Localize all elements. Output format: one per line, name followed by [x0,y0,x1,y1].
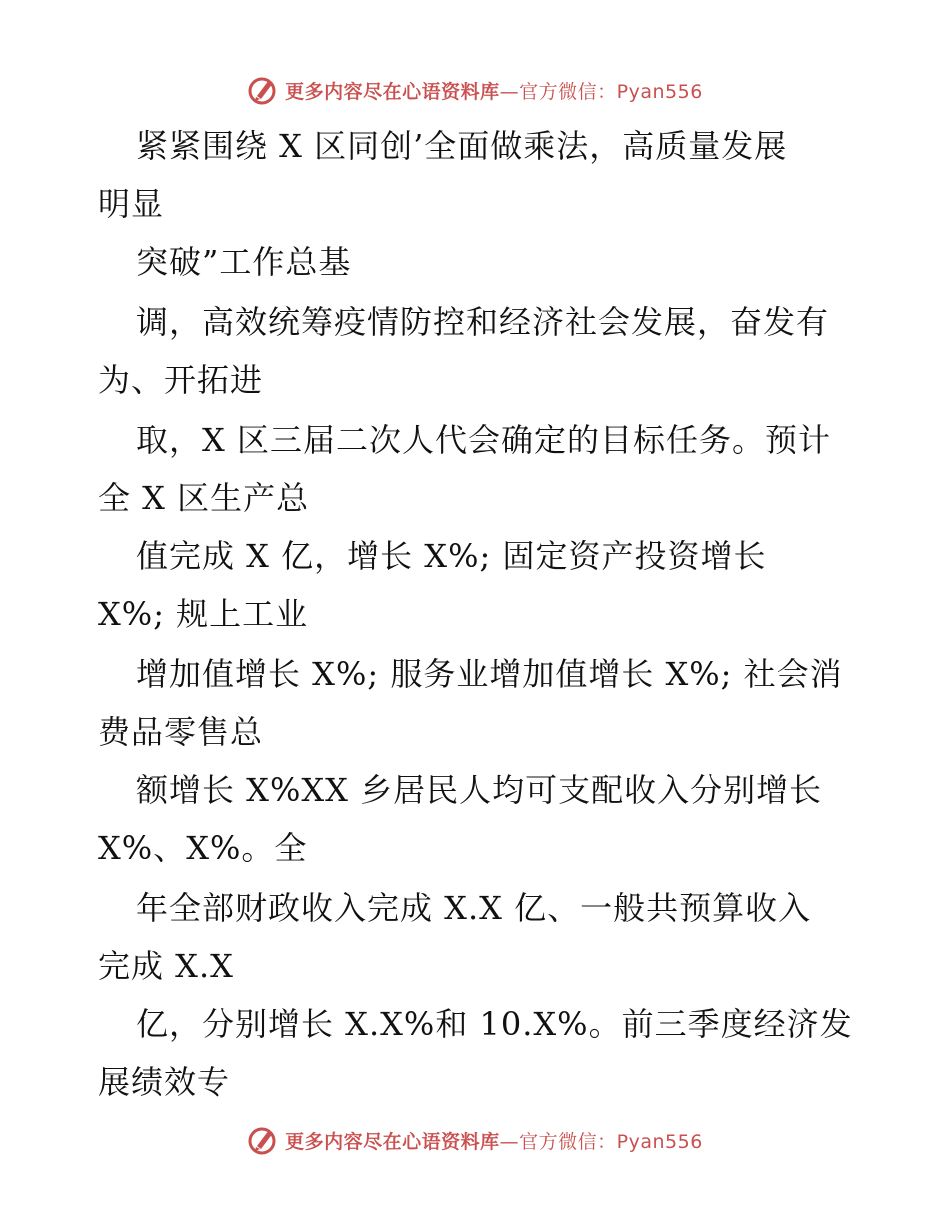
body-line-5: 为、开拓进 [98,361,264,399]
header-banner-inner [247,74,703,106]
body-line-15: 完成 X.X [98,947,234,985]
body-line-9: X%; 规上工业 [98,595,309,633]
footer-banner-main: 更多内容尽在心语资料库 [285,1130,500,1153]
body-line-13: X%、X%。全 [98,829,308,867]
body-line-3: 突破”工作总基 [136,243,352,281]
header-banner-separator: — [499,80,520,103]
body-line-6: 取，X 区三届二次人代会确定的目标任务。预计 [136,421,831,459]
header-banner [0,70,950,110]
footer-banner-text [285,1127,703,1154]
body-line-10: 增加值增长 X%; 服务业增加值增长 X%; 社会消 [136,655,843,693]
footer-banner [0,1120,950,1160]
header-banner-tail: 官方微信：Pyan556 [519,80,703,103]
body-line-8: 值完成 X 亿，增长 X%; 固定资产投资增长 [136,537,767,575]
header-banner-main: 更多内容尽在心语资料库 [285,80,500,103]
pen-nib-logo-icon [247,1124,279,1156]
body-line-1: 紧紧围绕 X 区同创’全面做乘法，高质量发展 [136,127,788,165]
header-banner-text [285,77,703,104]
pen-nib-logo-icon [247,74,279,106]
body-line-14: 年全部财政收入完成 X.X 亿、一般共预算收入 [136,889,812,927]
body-line-16: 亿，分别增长 X.X%和 10.X%。前三季度经济发 [136,1005,853,1043]
body-line-17: 展绩效专 [98,1063,231,1101]
body-line-7: 全 X 区生产总 [98,479,310,517]
body-line-4: 调，高效统筹疫情防控和经济社会发展，奋发有 [136,303,830,341]
body-line-11: 费品零售总 [98,713,264,751]
footer-banner-tail: 官方微信：Pyan556 [519,1130,703,1153]
footer-banner-inner [247,1124,703,1156]
body-line-2: 明显 [98,185,165,223]
footer-banner-separator: — [499,1130,520,1153]
body-line-12: 额增长 X%XX 乡居民人均可支配收入分别增长 [136,771,823,809]
